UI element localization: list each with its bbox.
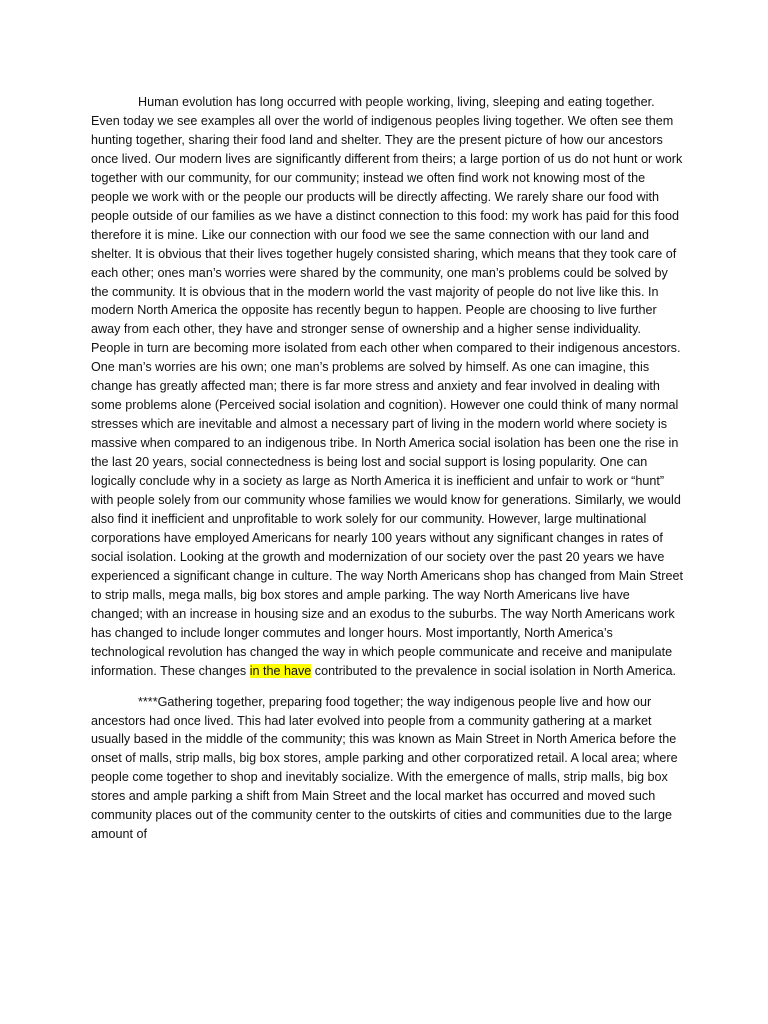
- highlighted-text: in the have: [249, 663, 312, 678]
- paragraph-2: [91, 693, 683, 845]
- paragraph-1-text-after: contributed to the prevalence in social isolation in North America.: [311, 663, 677, 678]
- document-page: [91, 93, 683, 844]
- paragraph-1-text: Human evolution has long occurred with people working, living, sleeping and eating together. Even today we see examples all over the world of indigenous peoples living together. We often see them hunting together, sharing their food land and shelter. They are the present picture of how our ancestors once lived. Our modern lives are significantly different from theirs; a large portion of us do not hunt or work together with our community, for our community; instead we often find work not knowing most of the people we work with or the people our products will be directly affecting. We rarely share our food with people outside of our families as we have a distinct connection to this food: my work has paid for this food therefore it is mine. Like our connection with our food we see the same connection with our land and shelter. It is obvious that their lives together hugely consisted sharing, which means that they took care of each other; ones man’s worries were shared by the community, one man’s problems could be solved by the community. It is obvious that in the modern world the vast majority of people do not live like this. In modern North America the opposite has recently begun to happen. People are choosing to live further away from each other, they have and stronger sense of ownership and a higher sense individuality. People in turn are becoming more isolated from each other when compared to their indigenous ancestors. One man’s worries are his own; one man’s problems are solved by himself. As one can imagine, this change has greatly affected man; there is far more stress and anxiety and fear involved in dealing with some problems alone (Perceived social isolation and cognition). However one could think of many normal stresses which are inevitable and almost a necessary part of living in the modern world where society is massive when compared to an indigenous tribe. In North America social isolation has been one the rise in the last 20 years, social connectedness is being lost and social support is losing popularity. One can logically conclude why in a society as large as North America it is inefficient and unfair to work or “hunt” with people solely from our community whose families we would know for generations. Similarly, we would also find it inefficient and unprofitable to work solely for our community. However, large multinational corporations have employed Americans for nearly 100 years without any significant changes in rates of social isolation. Looking at the growth and modernization of our society over the past 20 years we have experienced a significant change in culture. The way North Americans shop has changed from Main Street to strip malls, mega malls, big box stores and ample parking. The way North Americans live have changed; with an increase in housing size and an exodus to the suburbs. The way North Americans work has changed to include longer commutes and longer hours. Most importantly, North America’s technological revolution has changed the way in which people communicate and receive and manipulate information. These changes: [91, 95, 683, 678]
- paragraph-1: [91, 93, 683, 681]
- paragraph-2-text: ****Gathering together, preparing food together; the way indigenous people live and how our ancestors had once lived. This had later evolved into people from a community gathering at a market usually based in the middle of the community; this was known as Main Street in North America before the onset of malls, strip malls, big box stores, ample parking and other corporatized retail. A local area; where people come together to shop and inevitably socialize. With the emergence of malls, strip malls, big box stores and ample parking a shift from Main Street and the local market has occurred and moved such community places out of the community center to the outskirts of cities and communities due to the large amount of: [91, 694, 678, 842]
